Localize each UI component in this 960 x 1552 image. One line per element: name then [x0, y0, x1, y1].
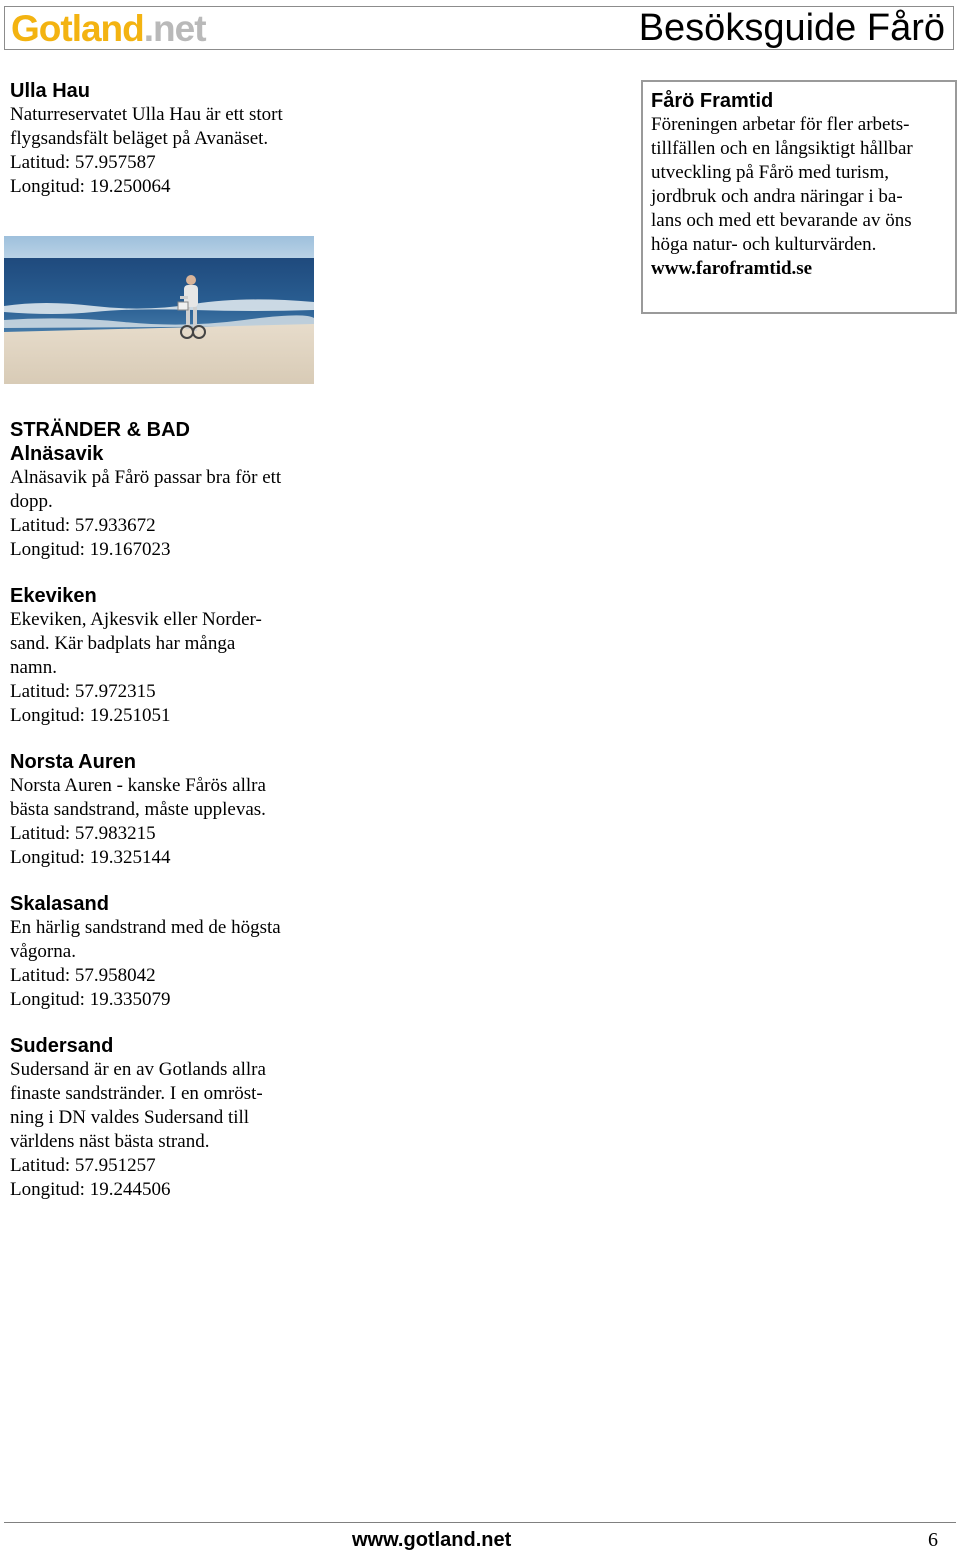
- beach-description: Norsta Auren - kanske Fårös allra bästa sandstrand, måste upplevas.: [10, 775, 266, 820]
- beaches-section: [10, 418, 320, 1224]
- logo-text-net: .net: [143, 8, 206, 49]
- entry-title: Ulla Hau: [10, 80, 91, 102]
- longitude: Longitud: 19.325144: [10, 847, 171, 868]
- faro-framtid-box: [641, 80, 957, 314]
- beach-title: Ekeviken: [10, 585, 97, 607]
- latitude: Latitud: 57.933672: [10, 515, 156, 536]
- latitude: Latitud: 57.957587: [10, 152, 156, 173]
- beach-description: Sudersand är en av Gotlands allra finaste sandstränder. I en omröst- ning i DN valdes Sudersand till världens näst bästa strand.: [10, 1059, 266, 1152]
- footer-website-link[interactable]: www.gotland.net: [352, 1529, 512, 1551]
- beach-description: Ekeviken, Ajkesvik eller Norder- sand. Kär badplats har många namn.: [10, 609, 262, 678]
- page-header: [4, 6, 954, 50]
- beach-title: Alnäsavik: [10, 443, 104, 465]
- footer-divider: [4, 1522, 956, 1523]
- list-item: [10, 584, 320, 728]
- latitude: Latitud: 57.958042: [10, 965, 156, 986]
- longitude: Longitud: 19.244506: [10, 1179, 171, 1200]
- section-heading: STRÄNDER & BAD: [10, 419, 190, 441]
- beach-title: Sudersand: [10, 1035, 114, 1057]
- list-item: [10, 1034, 320, 1202]
- beach-description: Alnäsavik på Fårö passar bra för ett dopp.: [10, 467, 282, 512]
- list-item: [10, 892, 320, 1012]
- logo-text-gotland: Gotland: [11, 8, 144, 49]
- beach-photo-image: [4, 236, 314, 384]
- beach-cyclist-photo: [4, 236, 314, 384]
- beach-title: Skalasand: [10, 893, 109, 915]
- box-text: Föreningen arbetar för fler arbets- tillfällen och en långsiktigt hållbar utveckling på Fårö med turism, jordbruk och andra näringar i ba- lans och med ett bevarande av öns höga natur- och kulturvärden.: [651, 114, 913, 255]
- guide-title: Besöksguide Fårö: [638, 7, 945, 49]
- longitude: Longitud: 19.335079: [10, 989, 171, 1010]
- ulla-hau-entry: [10, 79, 320, 199]
- longitude: Longitud: 19.250064: [10, 176, 171, 197]
- gotland-net-logo[interactable]: [11, 8, 206, 49]
- list-item: [10, 750, 320, 870]
- page-number: 6: [928, 1529, 938, 1551]
- longitude: Longitud: 19.251051: [10, 705, 171, 726]
- beach-title: Norsta Auren: [10, 751, 136, 773]
- box-title: Fårö Framtid: [651, 90, 774, 112]
- beach-description: En härlig sandstrand med de högsta vågorna.: [10, 917, 281, 962]
- latitude: Latitud: 57.972315: [10, 681, 156, 702]
- latitude: Latitud: 57.983215: [10, 823, 156, 844]
- entry-description: Naturreservatet Ulla Hau är ett stort flygsandsfält beläget på Avanäset.: [10, 104, 283, 149]
- latitude: Latitud: 57.951257: [10, 1155, 156, 1176]
- faroframtid-link[interactable]: www.faroframtid.se: [651, 258, 813, 279]
- longitude: Longitud: 19.167023: [10, 539, 171, 560]
- list-item: [10, 442, 320, 562]
